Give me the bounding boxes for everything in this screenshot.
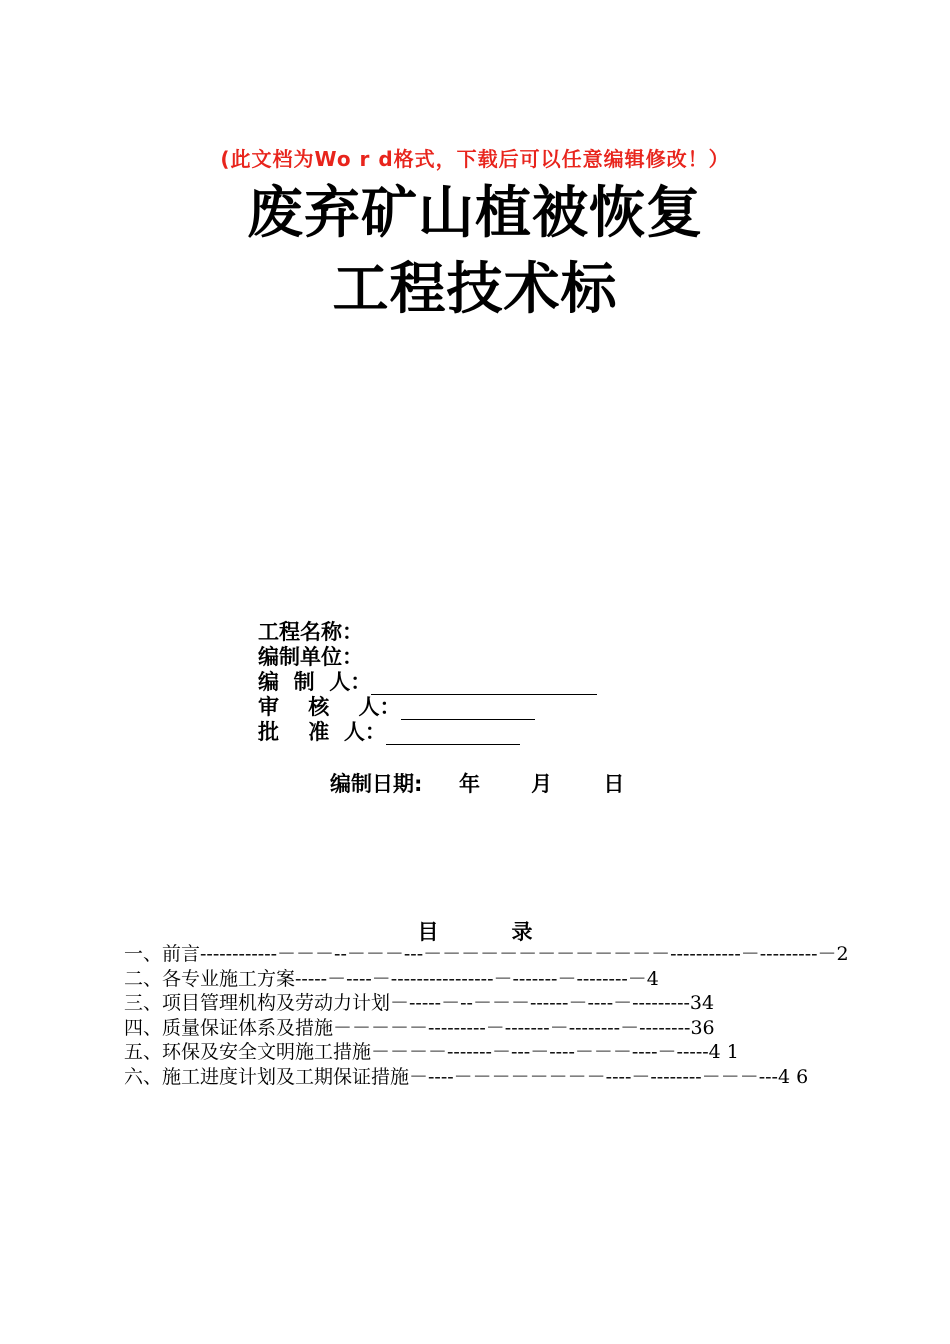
author-blank-line [371,674,597,695]
project-info-block [258,620,597,745]
unit-row [258,645,597,670]
format-notice: (此文档为Wo r d格式，下载后可以任意编辑修改！） [220,147,730,171]
author-label: 编 制 人： [258,670,372,694]
toc-item-quality-assurance: 四、质量保证体系及措施－－－－－---------－-------－--------－--------36 [124,1016,715,1039]
date-month: 月 [531,772,553,796]
toc-item-preface: 一、前言------------－－－--－－－---－－－－－－－－－－－－－-----------－---------－2 [124,943,849,965]
date-label: 编制日期: [330,772,423,796]
unit-label: 编制单位： [258,645,363,669]
compile-date [330,768,624,798]
date-year: 年 [458,772,480,796]
project-name-row [258,620,597,645]
author-row [258,670,597,695]
reviewer-blank-line [401,699,535,720]
table-of-contents [92,942,860,1089]
reviewer-row [258,695,597,720]
document-title-line2: 工程技术标 [332,257,618,322]
date-day: 日 [603,772,625,796]
toc-item-environment-safety: 五、环保及安全文明施工措施－－－－-------－---－----－－－----－-----4 1 [124,1041,739,1063]
approver-blank-line [386,724,520,745]
project-name-label: 工程名称： [258,620,363,644]
toc-item-schedule: 六、施工进度计划及工期保证措施－----－－－－－－－－----－--------－－－---4 6 [124,1065,809,1088]
document-title-line1: 废弃矿山植被恢复 [247,181,703,246]
toc-item-management-labor: 三、项目管理机构及劳动力计划－-----－--－－－------－----－---------34 [124,992,715,1014]
approver-row [258,720,597,745]
toc-title: 目 录 [417,920,533,944]
toc-item-construction-plans: 二、各专业施工方案-----－----－----------------－-------－--------－4 [124,967,659,990]
approver-label: 批 准 人： [258,720,386,744]
reviewer-label: 审 核 人： [258,695,401,719]
